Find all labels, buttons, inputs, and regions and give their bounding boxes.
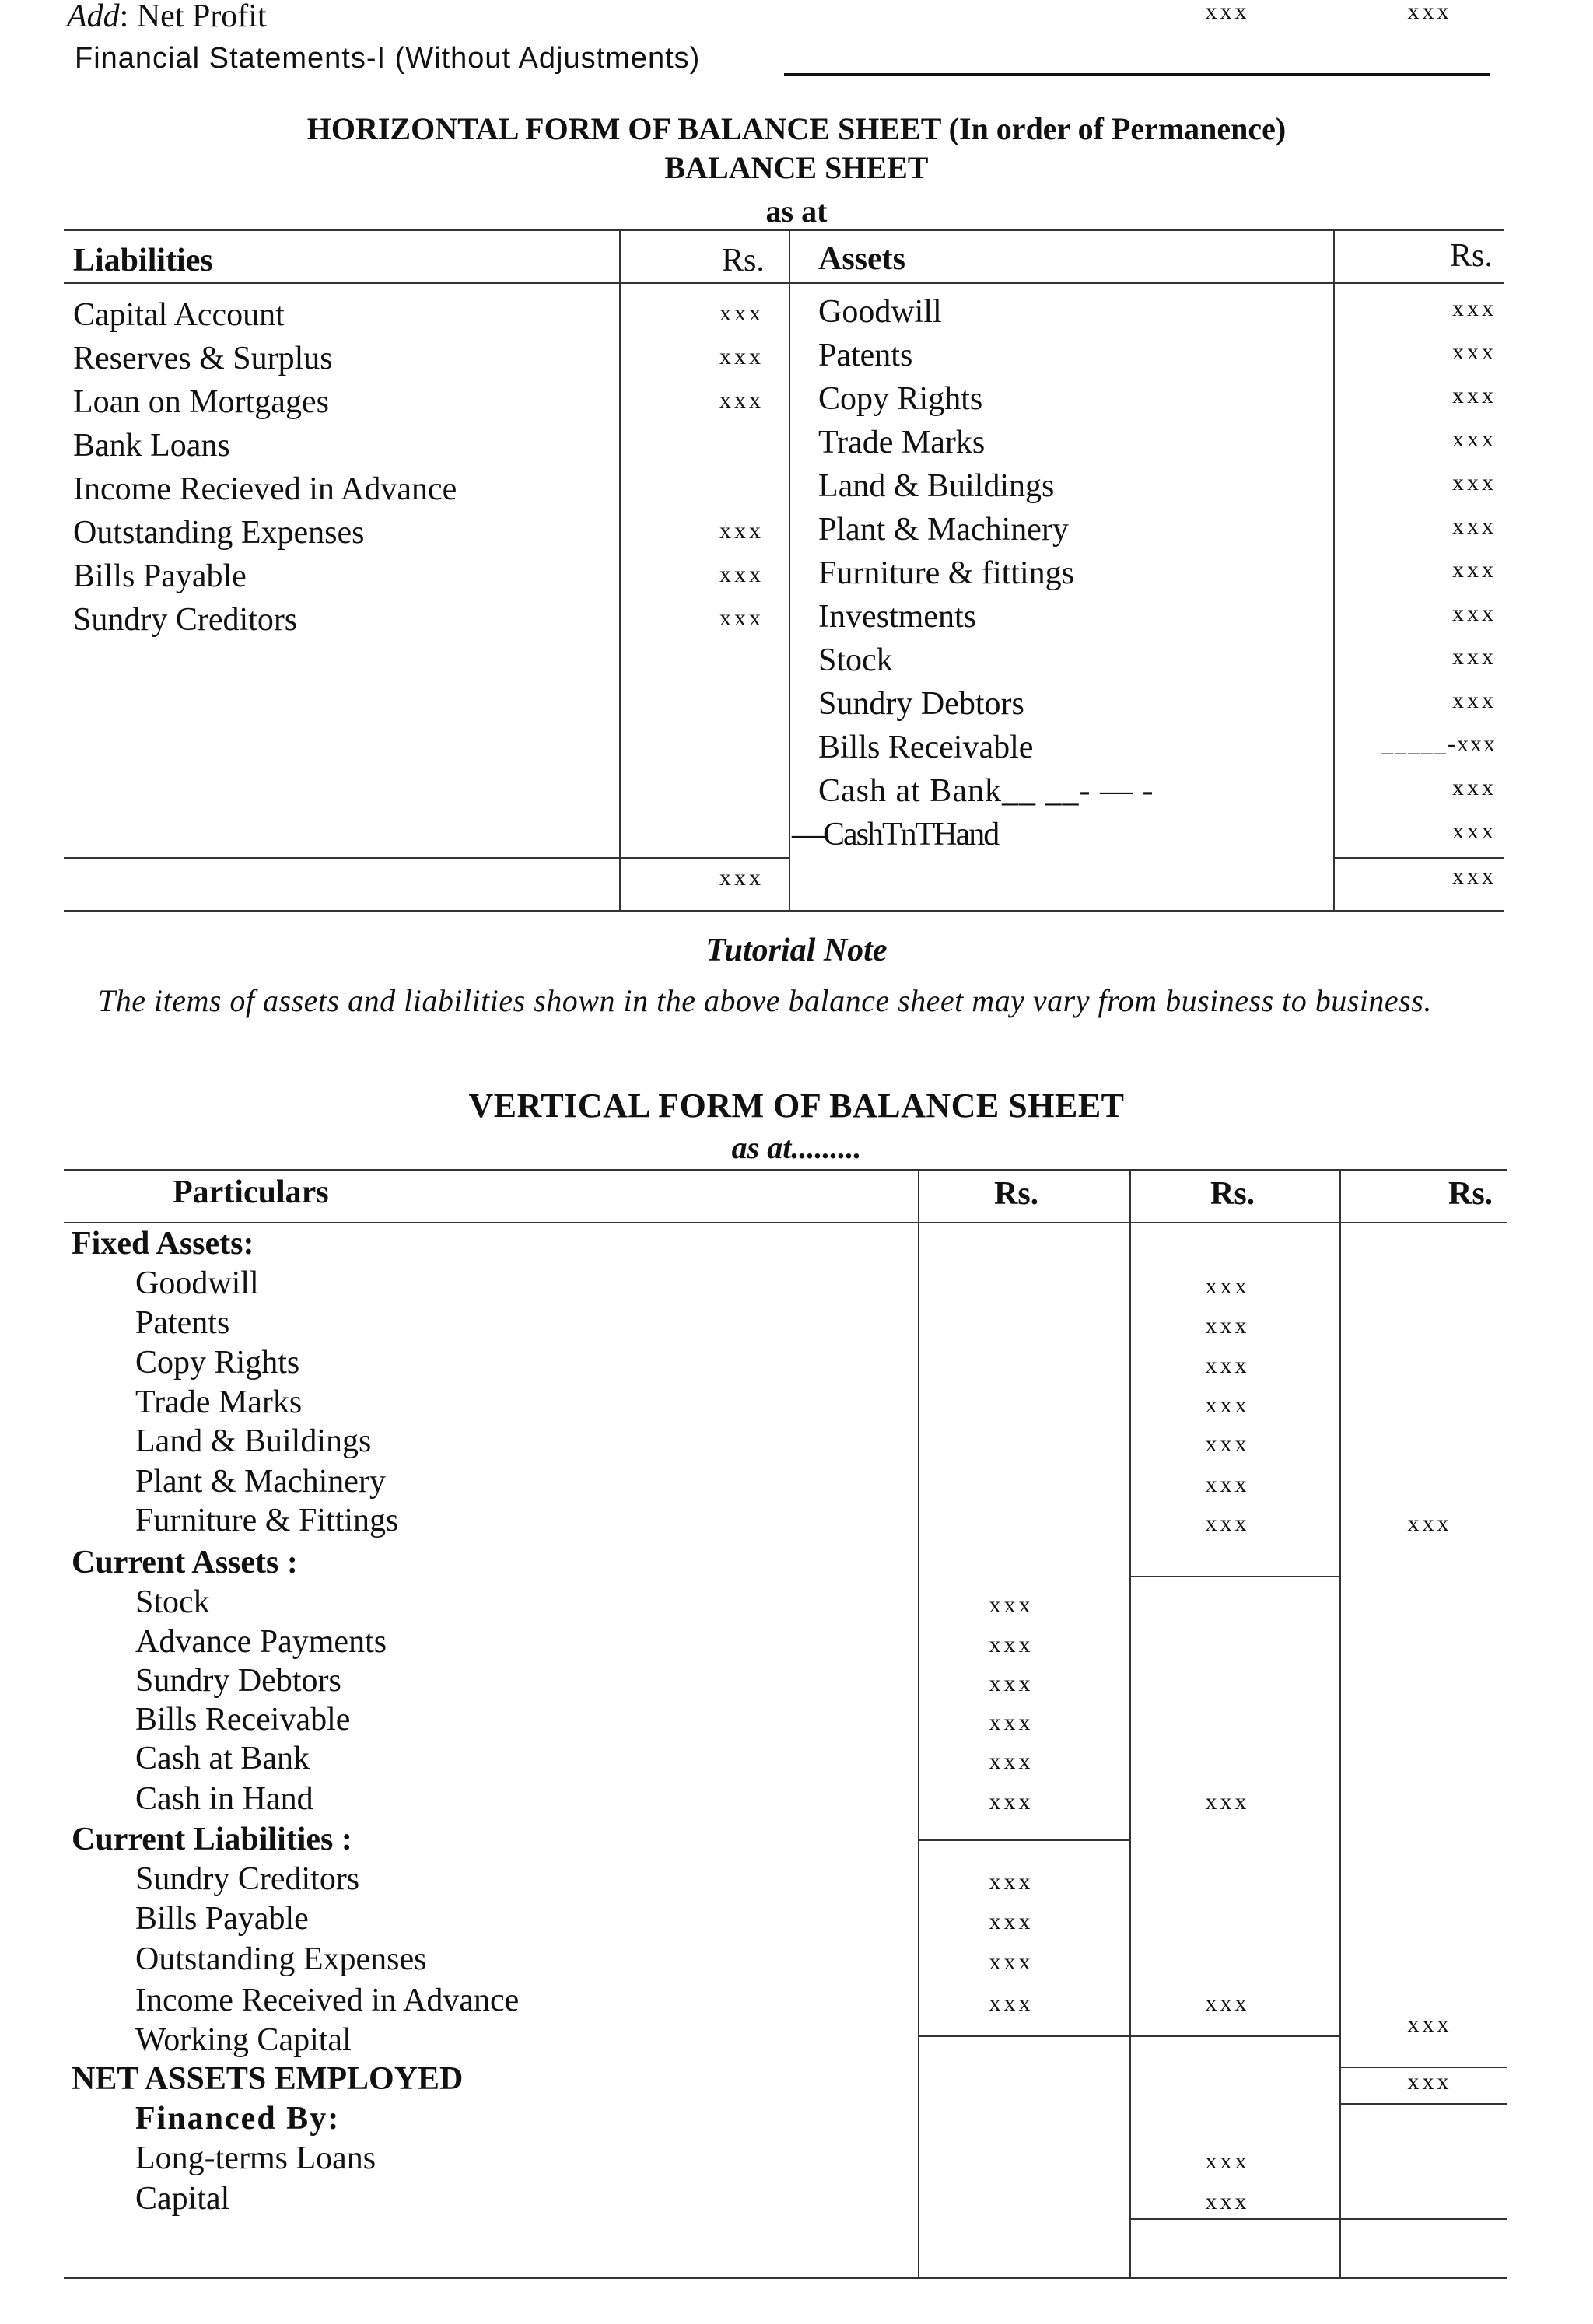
col-header-assets: Assets bbox=[818, 241, 905, 277]
asset-label: —CashTnTHand bbox=[792, 817, 999, 852]
liability-label: Bills Payable bbox=[73, 558, 247, 594]
asset-amount: _____-xxx bbox=[1381, 731, 1497, 757]
tutorial-note-title: Tutorial Note bbox=[705, 933, 888, 968]
liability-amount: xxx bbox=[719, 300, 764, 326]
vertical-row-amount-c2: xxx bbox=[1205, 1273, 1250, 1299]
vertical-row-label: Land & Buildings bbox=[135, 1423, 372, 1459]
current-assets-subtotal-rule bbox=[918, 1839, 1129, 1841]
h-table-header-rule bbox=[64, 282, 1504, 284]
v-table-divider-2 bbox=[1129, 1170, 1131, 2277]
h-table-divider-2 bbox=[789, 230, 790, 911]
vertical-row-amount-c2: xxx bbox=[1205, 1313, 1250, 1339]
asset-label: Cash at Bank__ __- — - bbox=[818, 773, 1154, 809]
vertical-row-amount-c1: xxx bbox=[989, 1990, 1034, 2016]
asset-amount: xxx bbox=[1452, 339, 1497, 365]
vertical-row-label: Trade Marks bbox=[135, 1384, 303, 1420]
vertical-row-label: Plant & Machinery bbox=[135, 1464, 386, 1500]
asset-amount: xxx bbox=[1452, 296, 1497, 321]
h-table-divider-1 bbox=[619, 230, 621, 911]
vertical-row-label: Advance Payments bbox=[135, 1624, 387, 1660]
asset-amount: xxx bbox=[1452, 688, 1497, 713]
v-table-header-rule bbox=[64, 1222, 1507, 1223]
asset-label: Stock bbox=[818, 642, 893, 678]
vertical-row-amount-c2: xxx bbox=[1205, 1431, 1250, 1457]
asset-label: Investments bbox=[818, 599, 976, 635]
asset-amount: xxx bbox=[1452, 600, 1497, 626]
vertical-row-amount-c2: xxx bbox=[1205, 2148, 1250, 2174]
asset-label: Patents bbox=[818, 338, 913, 373]
vertical-row-amount-c2: xxx bbox=[1205, 1789, 1250, 1815]
horizontal-as-at: as at bbox=[765, 194, 828, 229]
vertical-row-label: Bills Payable bbox=[135, 1901, 309, 1937]
vertical-row-amount-c1: xxx bbox=[989, 1632, 1034, 1657]
net-assets-rule bbox=[1339, 2103, 1507, 2105]
asset-amount: xxx bbox=[1452, 818, 1497, 844]
vertical-row-amount-c2: xxx bbox=[1205, 2189, 1250, 2214]
vertical-row-label: Goodwill bbox=[135, 1265, 259, 1301]
vertical-row-label: Sundry Creditors bbox=[135, 1861, 360, 1897]
vertical-row-amount-c1: xxx bbox=[989, 1592, 1034, 1618]
col-header-rs-2: Rs. bbox=[1210, 1176, 1255, 1212]
liability-label: Bank Loans bbox=[73, 428, 230, 464]
vertical-title: VERTICAL FORM OF BALANCE SHEET bbox=[468, 1087, 1125, 1125]
vertical-row-amount-c3: xxx bbox=[1407, 2011, 1452, 2037]
asset-amount: xxx bbox=[1452, 383, 1497, 408]
liability-label: Reserves & Surplus bbox=[73, 341, 333, 376]
horizontal-subtitle: BALANCE SHEET bbox=[664, 150, 929, 185]
vertical-row-label: Outstanding Expenses bbox=[135, 1941, 427, 1977]
liability-label: Income Recieved in Advance bbox=[73, 471, 457, 507]
vertical-row-label: Long-terms Loans bbox=[135, 2140, 376, 2176]
asset-label: Land & Buildings bbox=[818, 468, 1055, 504]
asset-amount: xxx bbox=[1452, 644, 1497, 670]
vertical-row-amount-c2: xxx bbox=[1205, 1353, 1250, 1378]
col-header-particulars: Particulars bbox=[173, 1174, 329, 1210]
col-header-rs-liabilities: Rs. bbox=[722, 243, 765, 278]
h-table-bottom-rule bbox=[64, 910, 1504, 912]
header-rule bbox=[784, 73, 1490, 76]
liabilities-total: xxx bbox=[719, 865, 764, 891]
vertical-row-label: Cash in Hand bbox=[135, 1781, 313, 1817]
h-table-liab-total-rule bbox=[64, 857, 790, 859]
vertical-row-amount-c1: xxx bbox=[989, 1710, 1034, 1735]
vertical-row-label: Cash at Bank bbox=[135, 1741, 310, 1776]
vertical-row-amount-c1: xxx bbox=[989, 1748, 1034, 1774]
vertical-row-label: Capital bbox=[135, 2181, 230, 2217]
v-table-divider-1 bbox=[918, 1170, 919, 2277]
liability-amount: xxx bbox=[719, 387, 764, 413]
col-header-rs-3: Rs. bbox=[1448, 1176, 1493, 1212]
v-table-divider-3 bbox=[1339, 1170, 1341, 2277]
page-header: Financial Statements-I (Without Adjustments) bbox=[75, 42, 701, 75]
vertical-row-amount-c2: xxx bbox=[1205, 1392, 1250, 1418]
vertical-row-amount-c3: xxx bbox=[1407, 2069, 1452, 2095]
vertical-row-label: Fixed Assets: bbox=[72, 1226, 254, 1262]
liability-label: Sundry Creditors bbox=[73, 602, 298, 638]
asset-amount: xxx bbox=[1452, 470, 1497, 495]
vertical-row-label: Sundry Debtors bbox=[135, 1663, 341, 1699]
vertical-row-label: Stock bbox=[135, 1584, 210, 1620]
asset-amount: xxx bbox=[1452, 557, 1497, 583]
vertical-row-label: Add: Net Profit bbox=[67, 0, 267, 34]
vertical-row-amount-c3: xxx bbox=[1407, 0, 1452, 24]
vertical-row-label: Copy Rights bbox=[135, 1345, 300, 1381]
asset-label: Goodwill bbox=[818, 294, 942, 330]
fixed-assets-subtotal-rule bbox=[1129, 1576, 1341, 1577]
v-table-bottom-rule bbox=[64, 2277, 1507, 2279]
h-table-top-rule bbox=[64, 229, 1504, 231]
asset-label: Trade Marks bbox=[818, 425, 986, 460]
asset-label: Furniture & fittings bbox=[818, 555, 1074, 591]
liability-amount: xxx bbox=[719, 605, 764, 631]
vertical-row-label: Patents bbox=[135, 1305, 230, 1341]
h-table-divider-3 bbox=[1333, 230, 1335, 911]
col-header-liabilities: Liabilities bbox=[73, 243, 213, 278]
vertical-as-at: as at......... bbox=[731, 1130, 862, 1165]
vertical-row-amount-c2: xxx bbox=[1205, 1472, 1250, 1497]
vertical-row-amount-c2: xxx bbox=[1205, 1510, 1250, 1536]
vertical-row-label: Working Capital bbox=[135, 2022, 352, 2058]
vertical-row-amount-c1: xxx bbox=[989, 1909, 1034, 1934]
tutorial-note-text: The items of assets and liabilities shown in the above balance sheet may vary from business to business. bbox=[98, 983, 1432, 1018]
vertical-row-amount-c3: xxx bbox=[1407, 1510, 1452, 1536]
vertical-row-label: Current Assets : bbox=[72, 1545, 298, 1580]
v-table-top-rule bbox=[64, 1169, 1507, 1171]
vertical-row-amount-c1: xxx bbox=[989, 1869, 1034, 1895]
liability-amount: xxx bbox=[719, 562, 764, 587]
asset-label: Copy Rights bbox=[818, 381, 983, 417]
h-table-asset-total-rule bbox=[1335, 857, 1504, 859]
capital-subtotal-rule bbox=[1129, 2218, 1507, 2220]
vertical-row-amount-c2: xxx bbox=[1205, 0, 1250, 24]
liability-amount: xxx bbox=[719, 344, 764, 369]
asset-amount: xxx bbox=[1452, 775, 1497, 800]
asset-label: Bills Receivable bbox=[818, 730, 1034, 765]
working-capital-rule bbox=[1339, 2067, 1507, 2068]
asset-amount: xxx bbox=[1452, 513, 1497, 539]
vertical-row-label: NET ASSETS EMPLOYED bbox=[72, 2061, 464, 2097]
asset-amount: xxx bbox=[1452, 426, 1497, 452]
vertical-row-label: Income Received in Advance bbox=[135, 1983, 520, 2018]
vertical-row-label: Current Liabilities : bbox=[72, 1822, 352, 1857]
asset-label: Sundry Debtors bbox=[818, 686, 1024, 722]
vertical-row-amount-c2: xxx bbox=[1205, 1990, 1250, 2016]
vertical-row-label: Furniture & Fittings bbox=[135, 1503, 399, 1538]
assets-total: xxx bbox=[1452, 863, 1497, 889]
current-liabilities-subtotal-rule bbox=[918, 2035, 1341, 2037]
asset-label: Plant & Machinery bbox=[818, 512, 1069, 548]
liability-amount: xxx bbox=[719, 518, 764, 544]
col-header-rs-assets: Rs. bbox=[1450, 238, 1493, 274]
vertical-row-amount-c1: xxx bbox=[989, 1949, 1034, 1975]
vertical-row-amount-c1: xxx bbox=[989, 1789, 1034, 1815]
liability-label: Outstanding Expenses bbox=[73, 515, 365, 551]
vertical-row-label: Bills Receivable bbox=[135, 1702, 351, 1738]
col-header-rs-1: Rs. bbox=[994, 1176, 1039, 1212]
horizontal-title: HORIZONTAL FORM OF BALANCE SHEET (In order of Permanence) bbox=[306, 111, 1287, 146]
vertical-row-amount-c1: xxx bbox=[989, 1671, 1034, 1696]
liability-label: Loan on Mortgages bbox=[73, 384, 329, 420]
vertical-row-label: Financed By: bbox=[135, 2101, 341, 2137]
liability-label: Capital Account bbox=[73, 297, 285, 333]
